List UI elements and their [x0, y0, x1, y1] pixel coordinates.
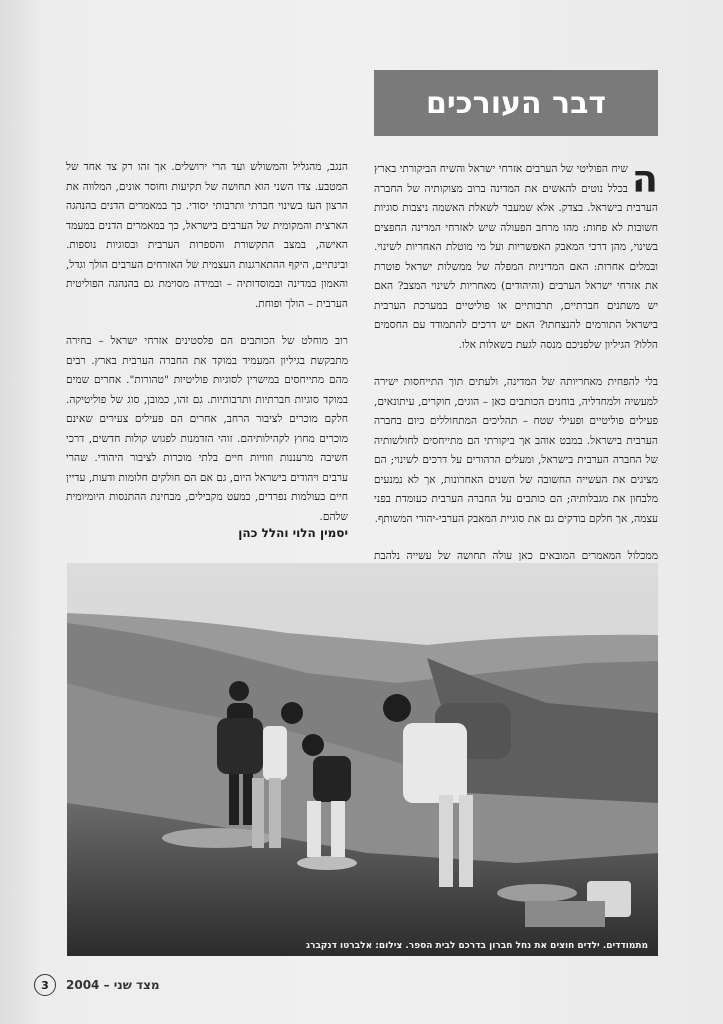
photo-illustration — [67, 563, 658, 956]
page-footer — [34, 974, 160, 996]
footer-publication: מצד שני – 2004 — [66, 978, 160, 992]
intro-paragraph-1 — [374, 157, 658, 355]
page-title: דבר העורכים — [425, 85, 607, 121]
photo-children-crossing-stream — [67, 563, 658, 956]
continuation-paragraph-1: הנגב, מהגליל והמשולש ועד הרי ירושלים. אך זהו רק צד אחד של המטבע. צדו השני הוא תחושה של תקיעות וחוסר אונים, המלווה את הרצון העז בשינוי חברתי ותרבותי יסודי. כך במאמרים הדנים בהנהגה הארצית והמקומית של הערבים בישראל, כך במאמרים הדנים במעמד האישה, במצב התקשורת והספרות הערבית ובסוגיות נוספות. ובינתיים, היקף ההתארגנות העצמית של האזרחים הערבים הולך וגדל, והאמון במדינה ובמוסדותיה – ובמידה מסוימת גם בהנהגה הפוליטית הערבית – הולך ופוחת. — [66, 161, 348, 310]
photo-caption: מתמודדים. ילדים חוצים את נחל חברון בדרכם לבית הספר. צילום: אלברטו דנקברג — [306, 941, 648, 951]
dropcap-letter: ה — [631, 157, 658, 201]
title-banner — [374, 70, 658, 136]
intro-paragraph-2: בלי להפחית מאחריותה של המדינה, ולעתים תוך התייחסות ישירה למעשיה ולמחדליה, בוחנים הכותבים כאן – הוגים, חוקרים, עיתונאים, פעילים פוליטיים ופעילי שטח – תהליכים המתחוללים כיום בחברה הערבית בישראל. במבט אוהב אך ביקורתי הם מתייחסים לחולשותיה של החברה הערבית בישראל, ומעלים הרהורים על דרכים לשינוי; הם מציגים את העשייה החשובה של השנים האחרונות, אך לא נמנעים מלבחון את מגבלותיה; הם כותבים על החברה הערבית כעומדת בפני עצמה, אך חלקם בודקים גם את סוגיית המאבק הערבי-יהודי המשותף. — [374, 376, 658, 525]
page-number: 3 — [34, 974, 56, 996]
editors-signature: יסמין הלוי והלל כהן — [238, 526, 348, 540]
intro-paragraph-3: ממכלול המאמרים המובאים כאן עולה תחושה של עשייה נלהבת — [374, 550, 658, 562]
intro-paragraph-1-text: שיח הפוליטי של הערבים אזרחי ישראל והשיח הביקורתי בארץ בכלל נוטים להאשים את המדינה ברוב מצוקותיה של החברה הערבית בישראל. בצדק. אלא שמעבר לשאלת האשמה ניצבות סוגיות חשובות לא פחות: מהו מרחב הפעולה שיש לאזרחי המדינה החפצים בשינוי, מהן דרכי המאבק האפשריות ועל מי מוטלת האחריות לשינוי. ובמלים אחרות: האם המדיניות המפלה של ממשלות ישראל פוטרת את אזרחי ישראל הערבים (והיהודים) מאחריות לשינוי המצב? האם יש משתנים חברתיים, תרבותיים או פוליטיים במערכת הערבית בישראל התורמים להנצחתו? האם יש דרכים להתמודד עם החסמים הללו? הגיליון שלפניכם מנסה לגעת בשאלות אלו. — [374, 163, 658, 351]
continuation-paragraph-2: רוב מוחלט של הכותבים הם פלסטינים אזרחי ישראל – בחירה מתבקשת בגיליון המעמיד במוקד את החברה הערבית בארץ. רבים מהם מתייחסים במישרין לסוגיות פוליטיות "טהורות". אחרים שמים במוקד סוגיות חברתיות ותרבותיות. גם זהו, כמובן, סוג של פוליטיקה. חלקם מוכרים לציבור הרחב, אחרים הם פעילים צעירים שאינם מוכרים מחוץ לקהילותיהם. זוהי הזדמנות לפגוש קולות חדשים, דרכי חשיבה מרעננות וזוויות חיים בלתי מוכרות לציבור היהודי. שהרי ערבים ויהודים בישראל היום, גם אם הם חולקים חלומות ודעות, עדיין חיים בעולמות נפרדים, כמעט מקבילים, מבחינת ההתנסות היומיומית שלהם. — [66, 335, 348, 523]
editorial-column-left — [66, 158, 348, 527]
editorial-column-right — [374, 157, 658, 586]
